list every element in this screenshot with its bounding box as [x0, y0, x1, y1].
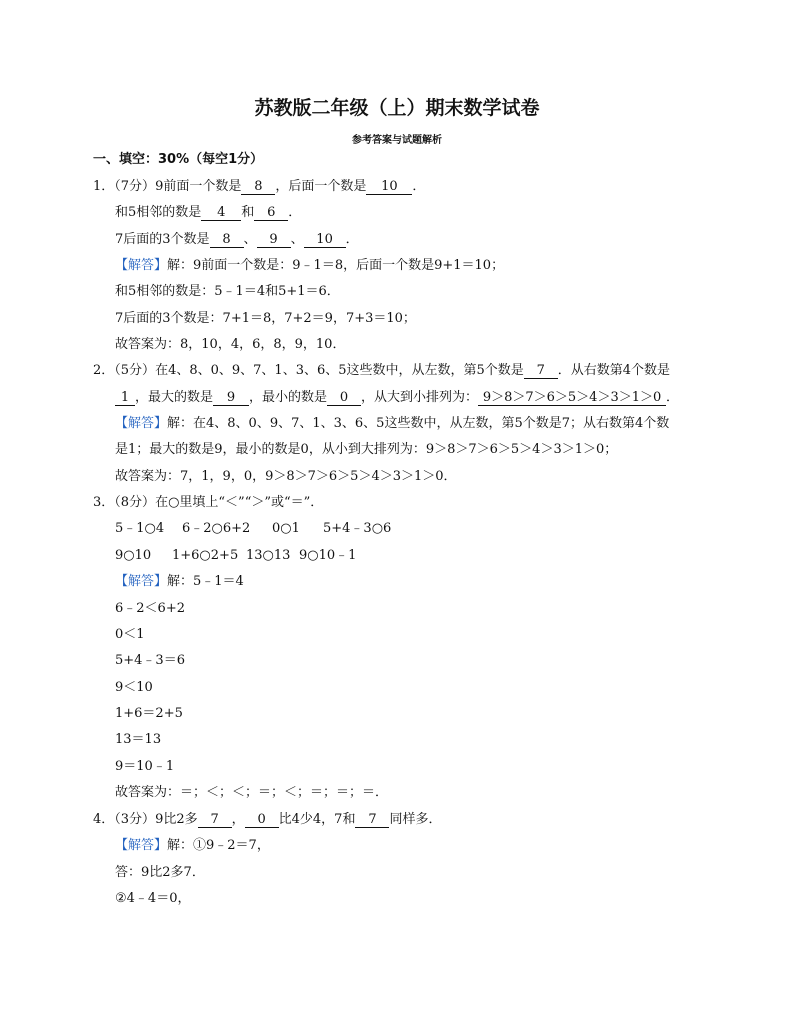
- question-2-line-2: [115, 389, 679, 407]
- answer-blank: 8: [241, 179, 275, 195]
- comparison-item: 9○10: [115, 548, 152, 563]
- answer-blank: 10: [366, 179, 412, 195]
- answer-tag: 【解答】: [115, 574, 168, 589]
- answer-blank: 0: [245, 812, 279, 828]
- answer-blank: 10: [304, 232, 346, 248]
- question-text: 和: [241, 205, 255, 220]
- solution-line: 1+6＝2+5: [115, 706, 183, 721]
- page-title: 苏教版二年级（上）期末数学试卷: [254, 97, 540, 119]
- answer-blank: 7: [355, 812, 389, 828]
- answer-blank: 7: [198, 812, 232, 828]
- comparison-item: 13○13: [246, 548, 291, 563]
- solution-text: 解：①9﹣2＝7，: [167, 838, 270, 853]
- question-text: 比4少4，7和: [278, 812, 356, 827]
- question-text: 7后面的3个数是: [115, 232, 210, 247]
- comparison-item: 0○1: [272, 521, 300, 536]
- question-text: 9比2多: [155, 812, 198, 827]
- solution-line: 答：9比2多7．: [115, 865, 205, 880]
- question-text: ．: [412, 179, 426, 194]
- question-score: （5分）: [114, 363, 156, 378]
- answer-blank: 9: [257, 232, 291, 248]
- solution-line: 9＜10: [115, 680, 153, 695]
- comparison-item: 1+6○2+5: [172, 548, 239, 563]
- answer-tag: 【解答】: [115, 258, 168, 273]
- solution-text: 解：9前面一个数是：9﹣1＝8，后面一个数是9+1＝10；: [167, 258, 505, 273]
- solution-line: 7后面的3个数是：7+1＝8，7+2＝9，7+3＝10；: [115, 311, 416, 326]
- solution-text: 解：5﹣1＝4: [167, 574, 244, 589]
- question-number: 1．: [93, 179, 115, 194]
- solution-line: 0＜1: [115, 627, 145, 642]
- page-subtitle: 参考答案与试题解析: [352, 135, 442, 146]
- solution-line: 9＝10﹣1: [115, 759, 175, 774]
- solution-line: 5+4﹣3＝6: [115, 653, 185, 668]
- question-text: 在4、8、0、9、7、1、3、6、5这些数中，从左数，第5个数是: [155, 363, 524, 378]
- solution-answer: 故答案为：7，1，9，0，9＞8＞7＞6＞5＞4＞3＞1＞0．: [115, 469, 457, 484]
- question-2-line-1: [93, 362, 670, 380]
- question-text: ，最大的数是: [135, 390, 214, 405]
- question-text: ．: [288, 205, 302, 220]
- solution-line: [115, 257, 504, 275]
- solution-answer: 故答案为：8，10，4，6，8，9，10．: [115, 337, 346, 352]
- solution-line: 是1；最大的数是9，最小的数是0，从小到大排列为：9＞8＞7＞6＞5＞4＞3＞1＞0；: [115, 442, 618, 457]
- question-3-line-1: [93, 494, 323, 512]
- comparison-item: 6﹣2○6+2: [182, 521, 251, 536]
- question-number: 2．: [93, 363, 115, 378]
- section-heading: 一、填空：30%（每空1分）: [93, 152, 264, 167]
- answer-tag: 【解答】: [115, 416, 168, 431]
- question-1-line-3: [115, 231, 359, 249]
- comparison-row-2: [115, 547, 356, 565]
- question-number: 4．: [93, 812, 115, 827]
- question-text: ，最小的数是: [249, 390, 328, 405]
- answer-blank: 8: [210, 232, 244, 248]
- answer-tag: 【解答】: [115, 838, 168, 853]
- solution-line: [115, 415, 669, 433]
- answer-blank: 0: [327, 390, 361, 406]
- comparison-item: 5﹣1○4: [115, 521, 165, 536]
- solution-answer: 故答案为：＝；＜；＜；＝；＜；＝；＝；＝．: [115, 785, 389, 800]
- question-score: （8分）: [114, 495, 156, 510]
- question-text: ．: [345, 232, 359, 247]
- question-text: 9前面一个数是: [155, 179, 242, 194]
- solution-line: 和5相邻的数是：5﹣1＝4和5+1＝6．: [115, 284, 340, 299]
- question-1-line-1: [93, 178, 425, 196]
- answer-blank: 7: [524, 363, 558, 379]
- comparison-item: 5+4﹣3○6: [323, 521, 392, 536]
- question-text: ，从大到小排列为：: [361, 390, 479, 405]
- solution-line: 6﹣2＜6+2: [115, 601, 185, 616]
- question-text: 、: [243, 232, 257, 247]
- question-1-line-2: [115, 204, 301, 222]
- question-text: ．从右数第4个数是: [557, 363, 671, 378]
- comparison-item: 9○10﹣1: [299, 548, 357, 563]
- solution-line: [115, 837, 270, 855]
- question-4-line-1: [93, 811, 441, 829]
- answer-blank: 1: [115, 390, 135, 406]
- question-text: 在○里填上“＜”“＞”或“＝”．: [155, 495, 324, 510]
- solution-line: [115, 573, 244, 591]
- question-number: 3．: [93, 495, 115, 510]
- question-score: （7分）: [114, 179, 156, 194]
- comparison-row-1: [115, 520, 391, 538]
- solution-line: ②4﹣4＝0，: [115, 891, 191, 906]
- question-text: 和5相邻的数是: [115, 205, 202, 220]
- solution-text: 解：在4、8、0、9、7、1、3、6、5这些数中，从左数，第5个数是7；从右数第4个数: [167, 416, 670, 431]
- question-score: （3分）: [114, 812, 156, 827]
- question-text: ．: [666, 390, 680, 405]
- solution-line: 13＝13: [115, 732, 162, 747]
- question-text: 、: [290, 232, 304, 247]
- answer-blank: 4: [201, 205, 241, 221]
- question-text: 同样多．: [389, 812, 442, 827]
- answer-blank: 9＞8＞7＞6＞5＞4＞3＞1＞0: [478, 390, 666, 406]
- answer-blank: 9: [213, 390, 249, 406]
- question-text: ，: [231, 812, 245, 827]
- question-text: ，后面一个数是: [275, 179, 367, 194]
- answer-blank: 6: [254, 205, 288, 221]
